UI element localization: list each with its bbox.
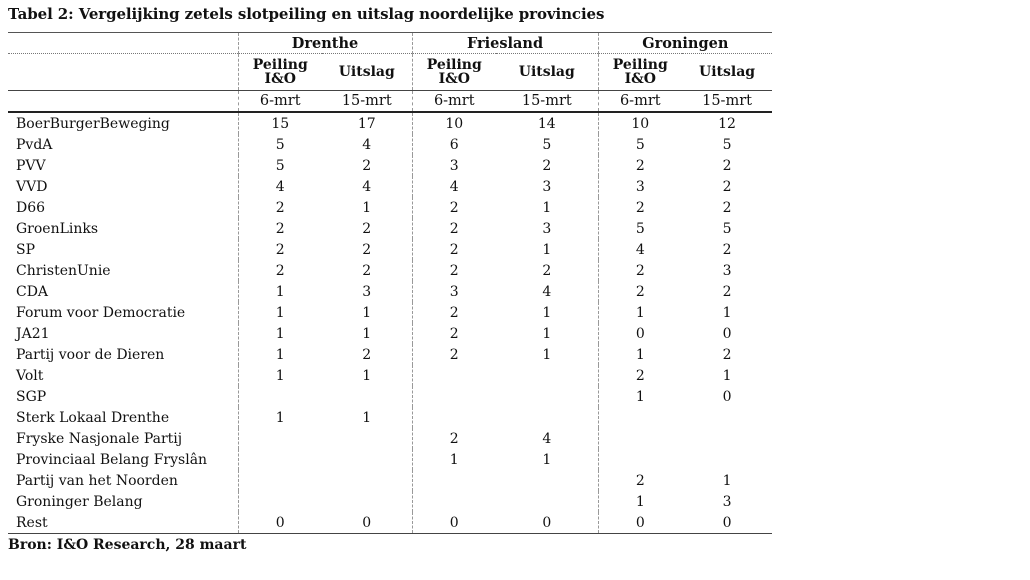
seat-value bbox=[322, 428, 412, 449]
seat-value: 14 bbox=[537, 115, 556, 132]
poll-date: 6-mrt bbox=[412, 91, 496, 113]
seat-value: 1 bbox=[238, 407, 322, 428]
seat-value bbox=[496, 407, 598, 428]
seat-value: 2 bbox=[722, 178, 732, 195]
seat-value: 1 bbox=[598, 302, 682, 323]
seat-value: 2 bbox=[238, 197, 322, 218]
seat-value bbox=[238, 449, 322, 470]
party-name: SP bbox=[16, 241, 36, 258]
seat-value: 0 bbox=[598, 512, 682, 534]
region-header-row bbox=[8, 33, 772, 54]
seat-value: 5 bbox=[238, 134, 322, 155]
seat-value bbox=[496, 386, 598, 407]
seat-value: 2 bbox=[542, 157, 552, 174]
party-name: Sterk Lokaal Drenthe bbox=[16, 409, 170, 426]
party-name: SGP bbox=[16, 388, 47, 405]
seat-value: 1 bbox=[598, 386, 682, 407]
result-date: 15-mrt bbox=[496, 91, 598, 113]
party-name: Volt bbox=[16, 367, 44, 384]
party-name: GroenLinks bbox=[16, 220, 99, 237]
seat-value: 1 bbox=[238, 302, 322, 323]
seat-value: 4 bbox=[362, 136, 372, 153]
seat-value: 2 bbox=[722, 283, 732, 300]
seat-value: 17 bbox=[357, 115, 376, 132]
seat-value: 2 bbox=[412, 239, 496, 260]
seat-value: 1 bbox=[542, 199, 552, 216]
seat-value: 2 bbox=[362, 262, 372, 279]
party-name: Rest bbox=[8, 512, 238, 534]
seat-value: 1 bbox=[362, 199, 372, 216]
seat-value bbox=[238, 386, 322, 407]
seat-value bbox=[322, 491, 412, 512]
seat-value: 0 bbox=[722, 388, 732, 405]
table-row bbox=[8, 449, 772, 470]
seat-value: 2 bbox=[598, 281, 682, 302]
seat-value: 0 bbox=[598, 323, 682, 344]
seat-value bbox=[598, 449, 682, 470]
seat-value: 6 bbox=[412, 134, 496, 155]
seat-value bbox=[322, 470, 412, 491]
party-name: D66 bbox=[16, 199, 46, 216]
seat-value: 1 bbox=[722, 472, 732, 489]
party-name: CDA bbox=[16, 283, 49, 300]
seat-value: 1 bbox=[362, 304, 372, 321]
seat-value: 2 bbox=[238, 239, 322, 260]
table-row bbox=[8, 218, 772, 239]
seat-value: 2 bbox=[598, 260, 682, 281]
seat-value bbox=[322, 386, 412, 407]
seat-value: 0 bbox=[412, 512, 496, 534]
table-row bbox=[8, 344, 772, 365]
seat-value: 4 bbox=[542, 283, 552, 300]
seat-value: 2 bbox=[362, 346, 372, 363]
party-name: Fryske Nasjonale Partij bbox=[16, 430, 183, 447]
seat-value bbox=[682, 407, 772, 428]
party-name: Partij voor de Dieren bbox=[16, 346, 165, 363]
seat-value: 1 bbox=[238, 281, 322, 302]
result-header: Uitslag bbox=[682, 54, 772, 91]
seat-value: 5 bbox=[542, 136, 552, 153]
table-row bbox=[8, 155, 772, 176]
seat-value: 2 bbox=[598, 197, 682, 218]
seat-value: 0 bbox=[496, 512, 598, 534]
seat-value bbox=[682, 449, 772, 470]
seat-value: 2 bbox=[412, 323, 496, 344]
seat-value: 3 bbox=[542, 178, 552, 195]
seat-value: 5 bbox=[598, 134, 682, 155]
party-name: JA21 bbox=[16, 325, 50, 342]
table-row bbox=[8, 323, 772, 344]
seat-value: 1 bbox=[362, 325, 372, 342]
seat-value: 1 bbox=[598, 491, 682, 512]
table-body bbox=[8, 112, 772, 534]
seat-value bbox=[412, 491, 496, 512]
seat-value: 4 bbox=[412, 176, 496, 197]
party-name: BoerBurgerBeweging bbox=[16, 115, 170, 132]
seat-value: 2 bbox=[542, 262, 552, 279]
table-row bbox=[8, 407, 772, 428]
seat-value bbox=[412, 365, 496, 386]
seat-value: 5 bbox=[598, 218, 682, 239]
table-row bbox=[8, 428, 772, 449]
party-name: Provinciaal Belang Fryslân bbox=[16, 451, 208, 468]
result-date: 15-mrt bbox=[322, 91, 412, 113]
seat-value: 2 bbox=[362, 241, 372, 258]
seat-value: 4 bbox=[362, 178, 372, 195]
seat-value: 1 bbox=[722, 304, 732, 321]
seat-value: 2 bbox=[598, 365, 682, 386]
result-header: Uitslag bbox=[322, 54, 412, 91]
seat-value: 2 bbox=[722, 241, 732, 258]
seat-value: 1 bbox=[238, 365, 322, 386]
seat-value bbox=[496, 470, 598, 491]
table-row bbox=[8, 491, 772, 512]
seat-value bbox=[598, 428, 682, 449]
seat-value: 0 bbox=[722, 325, 732, 342]
seat-value: 1 bbox=[412, 449, 496, 470]
seat-value: 2 bbox=[238, 260, 322, 281]
seat-value bbox=[496, 365, 598, 386]
poll-header: Peiling I&O bbox=[412, 54, 496, 91]
party-name: PVV bbox=[16, 157, 46, 174]
table-row bbox=[8, 260, 772, 281]
seat-value: 10 bbox=[412, 112, 496, 134]
table-row bbox=[8, 365, 772, 386]
seat-value: 3 bbox=[598, 176, 682, 197]
seat-value bbox=[682, 428, 772, 449]
table-row bbox=[8, 302, 772, 323]
table-row bbox=[8, 281, 772, 302]
seat-value: 2 bbox=[238, 218, 322, 239]
seat-value: 1 bbox=[542, 325, 552, 342]
party-name: PvdA bbox=[16, 136, 53, 153]
seat-value: 2 bbox=[412, 260, 496, 281]
seat-value: 1 bbox=[238, 344, 322, 365]
subheader-row bbox=[8, 54, 772, 91]
poll-date: 6-mrt bbox=[238, 91, 322, 113]
party-name: ChristenUnie bbox=[16, 262, 111, 279]
seat-value: 3 bbox=[542, 220, 552, 237]
seat-value bbox=[238, 470, 322, 491]
table-row bbox=[8, 134, 772, 155]
seat-value: 5 bbox=[722, 136, 732, 153]
seat-value: 5 bbox=[238, 155, 322, 176]
table-row bbox=[8, 470, 772, 491]
seat-value: 4 bbox=[542, 430, 552, 447]
seat-value bbox=[412, 407, 496, 428]
poll-header: Peiling I&O bbox=[238, 54, 322, 91]
seat-value: 4 bbox=[598, 239, 682, 260]
seat-value: 2 bbox=[722, 157, 732, 174]
seat-value: 0 bbox=[322, 512, 412, 534]
region-friesland: Friesland bbox=[412, 33, 598, 54]
party-name: Partij van het Noorden bbox=[16, 472, 178, 489]
table-row bbox=[8, 386, 772, 407]
seat-value: 2 bbox=[362, 157, 372, 174]
seat-value: 2 bbox=[412, 197, 496, 218]
seat-value bbox=[412, 386, 496, 407]
seat-value: 3 bbox=[412, 155, 496, 176]
seat-value: 3 bbox=[722, 493, 732, 510]
seat-value bbox=[598, 407, 682, 428]
poll-date: 6-mrt bbox=[598, 91, 682, 113]
seat-value bbox=[238, 491, 322, 512]
seats-table bbox=[8, 32, 772, 534]
seat-value: 1 bbox=[238, 323, 322, 344]
seat-value: 3 bbox=[412, 281, 496, 302]
seat-value: 2 bbox=[722, 346, 732, 363]
table-row bbox=[8, 239, 772, 260]
seat-value bbox=[412, 470, 496, 491]
table-title: Tabel 2: Vergelijking zetels slotpeiling en uitslag noordelijke provincies bbox=[8, 5, 605, 23]
seat-value: 4 bbox=[238, 176, 322, 197]
seat-value: 1 bbox=[542, 451, 552, 468]
seat-value: 2 bbox=[412, 302, 496, 323]
seat-value: 1 bbox=[722, 367, 732, 384]
seat-value: 1 bbox=[362, 409, 372, 426]
party-name: VVD bbox=[16, 178, 48, 195]
seat-value: 12 bbox=[718, 115, 736, 132]
corner-cell bbox=[8, 33, 238, 54]
date-row bbox=[8, 91, 772, 113]
seat-value: 2 bbox=[412, 344, 496, 365]
seat-value: 3 bbox=[362, 283, 372, 300]
poll-header: Peiling I&O bbox=[598, 54, 682, 91]
source-note: Bron: I&O Research, 28 maart bbox=[8, 537, 247, 553]
table-row bbox=[8, 512, 772, 534]
seat-value: 2 bbox=[722, 199, 732, 216]
seat-value: 1 bbox=[598, 344, 682, 365]
seat-value: 2 bbox=[598, 155, 682, 176]
seat-value: 1 bbox=[542, 346, 552, 363]
seat-value: 5 bbox=[722, 220, 732, 237]
seat-value: 2 bbox=[412, 428, 496, 449]
seat-value: 2 bbox=[362, 220, 372, 237]
seat-value: 1 bbox=[362, 367, 372, 384]
table-row bbox=[8, 112, 772, 134]
table-row bbox=[8, 197, 772, 218]
seat-value: 2 bbox=[598, 470, 682, 491]
party-name: Groninger Belang bbox=[16, 493, 143, 510]
seat-value: 0 bbox=[682, 512, 772, 534]
result-header: Uitslag bbox=[496, 54, 598, 91]
result-date: 15-mrt bbox=[682, 91, 772, 113]
region-groningen: Groningen bbox=[598, 33, 772, 54]
seat-value: 1 bbox=[542, 304, 552, 321]
seat-value bbox=[238, 428, 322, 449]
seat-value: 0 bbox=[238, 512, 322, 534]
seat-value: 1 bbox=[542, 241, 552, 258]
seat-value: 3 bbox=[722, 262, 732, 279]
seat-value: 2 bbox=[412, 218, 496, 239]
region-drenthe: Drenthe bbox=[238, 33, 412, 54]
seat-value bbox=[496, 491, 598, 512]
seat-value: 10 bbox=[598, 112, 682, 134]
party-name: Forum voor Democratie bbox=[16, 304, 186, 321]
seat-value: 15 bbox=[238, 112, 322, 134]
table-row bbox=[8, 176, 772, 197]
seat-value bbox=[322, 449, 412, 470]
